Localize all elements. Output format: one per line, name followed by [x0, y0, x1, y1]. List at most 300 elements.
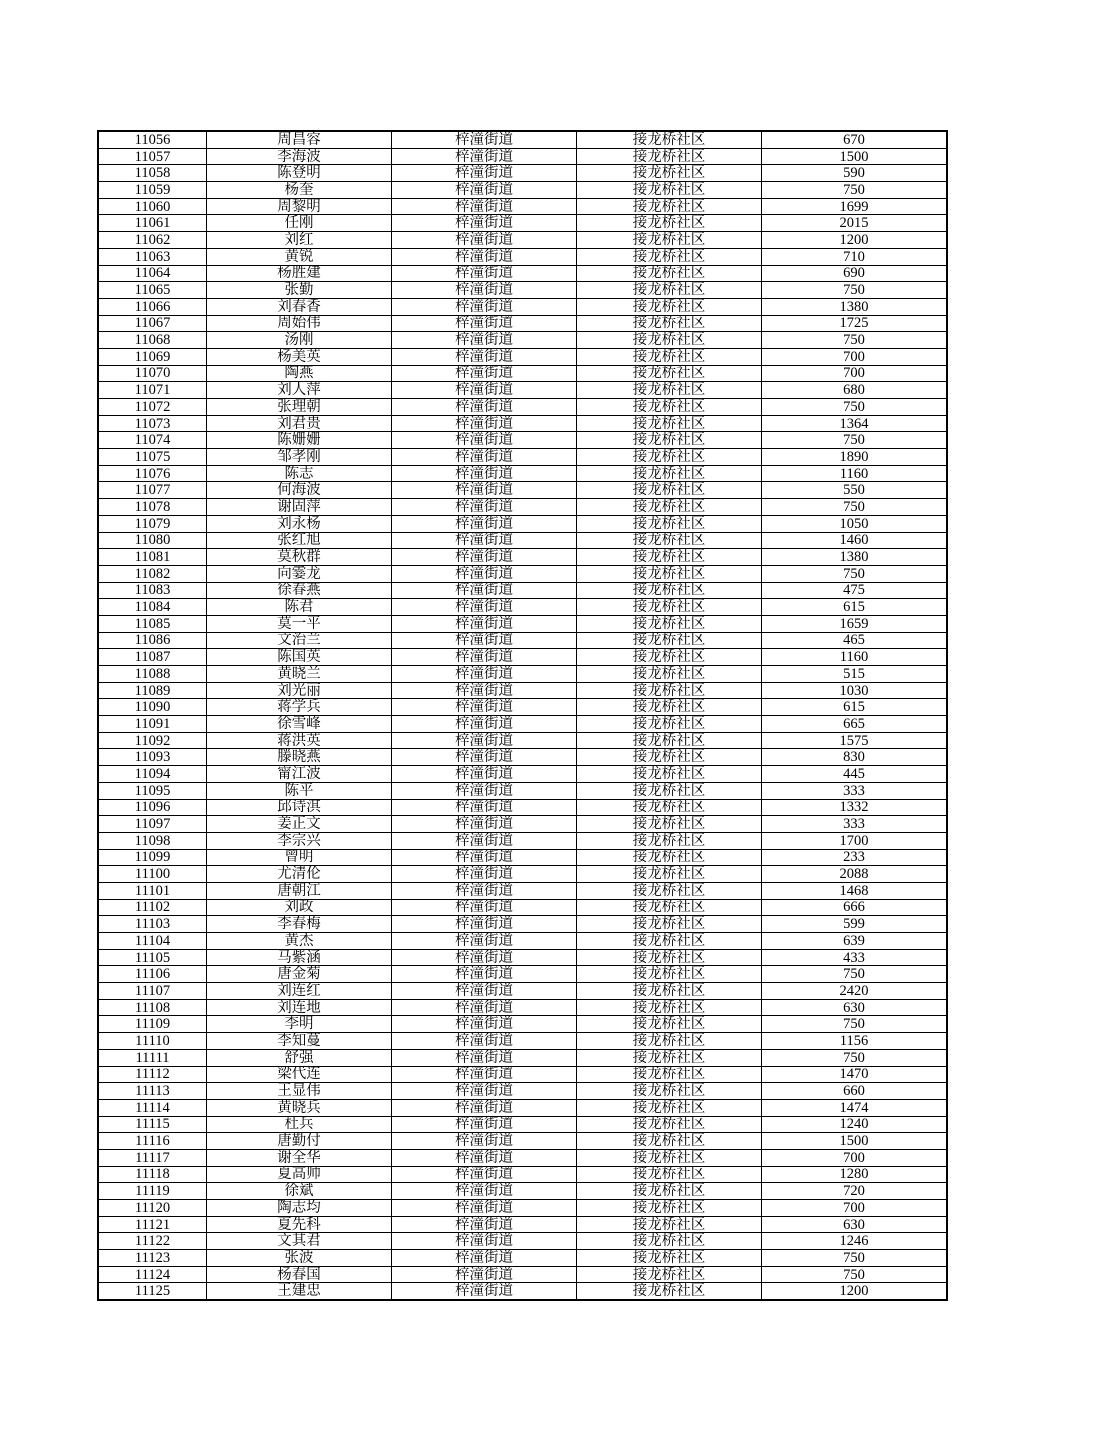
cell-community: 接龙桥社区 [577, 666, 762, 683]
cell-id: 11120 [98, 1200, 207, 1217]
cell-amount: 1156 [762, 1033, 948, 1050]
cell-street: 梓潼街道 [392, 882, 577, 899]
cell-community: 接龙桥社区 [577, 1149, 762, 1166]
cell-amount: 750 [762, 432, 948, 449]
table-row [98, 1049, 947, 1066]
table-row [98, 182, 947, 199]
cell-name: 张波 [207, 1250, 392, 1267]
cell-id: 11111 [98, 1049, 207, 1066]
cell-id: 11107 [98, 983, 207, 1000]
cell-community: 接龙桥社区 [577, 1250, 762, 1267]
cell-street: 梓潼街道 [392, 399, 577, 416]
cell-amount: 660 [762, 1083, 948, 1100]
cell-amount: 2015 [762, 215, 948, 232]
cell-name: 陈平 [207, 782, 392, 799]
cell-amount: 1500 [762, 148, 948, 165]
cell-amount: 615 [762, 599, 948, 616]
cell-street: 梓潼街道 [392, 198, 577, 215]
table-row [98, 999, 947, 1016]
cell-community: 接龙桥社区 [577, 1283, 762, 1300]
cell-name: 刘连红 [207, 983, 392, 1000]
table-row [98, 749, 947, 766]
cell-id: 11099 [98, 849, 207, 866]
cell-id: 11062 [98, 232, 207, 249]
table-row [98, 949, 947, 966]
table-row [98, 365, 947, 382]
cell-name: 王显伟 [207, 1083, 392, 1100]
cell-community: 接龙桥社区 [577, 782, 762, 799]
cell-amount: 550 [762, 482, 948, 499]
cell-amount: 1700 [762, 832, 948, 849]
cell-id: 11089 [98, 682, 207, 699]
cell-community: 接龙桥社区 [577, 632, 762, 649]
cell-street: 梓潼街道 [392, 332, 577, 349]
table-row [98, 1283, 947, 1300]
table-row [98, 1200, 947, 1217]
cell-community: 接龙桥社区 [577, 365, 762, 382]
cell-community: 接龙桥社区 [577, 866, 762, 883]
cell-amount: 700 [762, 1149, 948, 1166]
cell-street: 梓潼街道 [392, 148, 577, 165]
cell-community: 接龙桥社区 [577, 933, 762, 950]
cell-id: 11114 [98, 1099, 207, 1116]
cell-street: 梓潼街道 [392, 215, 577, 232]
table-row [98, 699, 947, 716]
cell-name: 陶志均 [207, 1200, 392, 1217]
cell-id: 11087 [98, 649, 207, 666]
cell-community: 接龙桥社区 [577, 1116, 762, 1133]
cell-amount: 830 [762, 749, 948, 766]
cell-id: 11119 [98, 1183, 207, 1200]
cell-amount: 1699 [762, 198, 948, 215]
cell-name: 刘人萍 [207, 382, 392, 399]
cell-community: 接龙桥社区 [577, 749, 762, 766]
cell-name: 刘政 [207, 899, 392, 916]
cell-community: 接龙桥社区 [577, 916, 762, 933]
cell-id: 11105 [98, 949, 207, 966]
cell-id: 11076 [98, 465, 207, 482]
table-row [98, 599, 947, 616]
table-row [98, 282, 947, 299]
cell-street: 梓潼街道 [392, 716, 577, 733]
cell-name: 李知蔓 [207, 1033, 392, 1050]
cell-name: 刘君贵 [207, 415, 392, 432]
cell-name: 徐春燕 [207, 582, 392, 599]
cell-amount: 700 [762, 1200, 948, 1217]
cell-community: 接龙桥社区 [577, 1216, 762, 1233]
cell-community: 接龙桥社区 [577, 282, 762, 299]
cell-name: 杜兵 [207, 1116, 392, 1133]
cell-street: 梓潼街道 [392, 1133, 577, 1150]
cell-community: 接龙桥社区 [577, 699, 762, 716]
cell-community: 接龙桥社区 [577, 966, 762, 983]
cell-community: 接龙桥社区 [577, 432, 762, 449]
cell-street: 梓潼街道 [392, 732, 577, 749]
cell-id: 11100 [98, 866, 207, 883]
cell-id: 11093 [98, 749, 207, 766]
table-row [98, 799, 947, 816]
cell-name: 唐金菊 [207, 966, 392, 983]
table-row [98, 315, 947, 332]
table-row [98, 1116, 947, 1133]
cell-community: 接龙桥社区 [577, 232, 762, 249]
cell-amount: 666 [762, 899, 948, 916]
cell-amount: 1030 [762, 682, 948, 699]
cell-name: 刘春香 [207, 298, 392, 315]
table-row [98, 482, 947, 499]
table-row [98, 1133, 947, 1150]
cell-name: 谢固萍 [207, 499, 392, 516]
cell-id: 11108 [98, 999, 207, 1016]
cell-street: 梓潼街道 [392, 599, 577, 616]
cell-street: 梓潼街道 [392, 1033, 577, 1050]
cell-amount: 333 [762, 782, 948, 799]
cell-community: 接龙桥社区 [577, 532, 762, 549]
cell-id: 11082 [98, 565, 207, 582]
cell-community: 接龙桥社区 [577, 732, 762, 749]
cell-id: 11096 [98, 799, 207, 816]
cell-community: 接龙桥社区 [577, 315, 762, 332]
cell-id: 11113 [98, 1083, 207, 1100]
cell-community: 接龙桥社区 [577, 716, 762, 733]
cell-amount: 433 [762, 949, 948, 966]
table-row [98, 983, 947, 1000]
cell-name: 陶燕 [207, 365, 392, 382]
cell-id: 11117 [98, 1149, 207, 1166]
cell-street: 梓潼街道 [392, 232, 577, 249]
cell-name: 杨胜建 [207, 265, 392, 282]
cell-name: 陈君 [207, 599, 392, 616]
cell-amount: 665 [762, 716, 948, 733]
table-row [98, 966, 947, 983]
table-row [98, 1066, 947, 1083]
table-row [98, 782, 947, 799]
cell-street: 梓潼街道 [392, 165, 577, 182]
cell-id: 11110 [98, 1033, 207, 1050]
table-body [98, 131, 947, 1300]
cell-name: 文治兰 [207, 632, 392, 649]
cell-community: 接龙桥社区 [577, 599, 762, 616]
cell-community: 接龙桥社区 [577, 882, 762, 899]
cell-amount: 1380 [762, 549, 948, 566]
cell-community: 接龙桥社区 [577, 1233, 762, 1250]
table-row [98, 816, 947, 833]
cell-community: 接龙桥社区 [577, 1066, 762, 1083]
cell-name: 莫秋群 [207, 549, 392, 566]
table-row [98, 298, 947, 315]
table-row [98, 415, 947, 432]
cell-street: 梓潼街道 [392, 449, 577, 466]
cell-name: 杨奎 [207, 182, 392, 199]
table-row [98, 682, 947, 699]
cell-id: 11086 [98, 632, 207, 649]
cell-amount: 750 [762, 1266, 948, 1283]
cell-amount: 333 [762, 816, 948, 833]
cell-community: 接龙桥社区 [577, 983, 762, 1000]
cell-amount: 1500 [762, 1133, 948, 1150]
table-row [98, 582, 947, 599]
cell-street: 梓潼街道 [392, 315, 577, 332]
cell-amount: 1468 [762, 882, 948, 899]
table-row [98, 832, 947, 849]
cell-street: 梓潼街道 [392, 632, 577, 649]
table-row [98, 382, 947, 399]
cell-community: 接龙桥社区 [577, 615, 762, 632]
cell-amount: 700 [762, 348, 948, 365]
cell-community: 接龙桥社区 [577, 649, 762, 666]
cell-name: 王建忠 [207, 1283, 392, 1300]
table-row [98, 432, 947, 449]
cell-community: 接龙桥社区 [577, 899, 762, 916]
cell-community: 接龙桥社区 [577, 449, 762, 466]
cell-street: 梓潼街道 [392, 699, 577, 716]
cell-community: 接龙桥社区 [577, 265, 762, 282]
cell-community: 接龙桥社区 [577, 816, 762, 833]
cell-street: 梓潼街道 [392, 749, 577, 766]
cell-street: 梓潼街道 [392, 1099, 577, 1116]
cell-name: 陈志 [207, 465, 392, 482]
cell-community: 接龙桥社区 [577, 415, 762, 432]
cell-amount: 1470 [762, 1066, 948, 1083]
cell-street: 梓潼街道 [392, 916, 577, 933]
cell-amount: 515 [762, 666, 948, 683]
cell-id: 11063 [98, 248, 207, 265]
cell-community: 接龙桥社区 [577, 1133, 762, 1150]
cell-id: 11112 [98, 1066, 207, 1083]
cell-community: 接龙桥社区 [577, 849, 762, 866]
cell-amount: 700 [762, 365, 948, 382]
cell-amount: 1725 [762, 315, 948, 332]
cell-street: 梓潼街道 [392, 816, 577, 833]
cell-id: 11103 [98, 916, 207, 933]
cell-street: 梓潼街道 [392, 1166, 577, 1183]
cell-id: 11104 [98, 933, 207, 950]
cell-street: 梓潼街道 [392, 499, 577, 516]
cell-community: 接龙桥社区 [577, 215, 762, 232]
table-row [98, 1033, 947, 1050]
cell-id: 11083 [98, 582, 207, 599]
cell-community: 接龙桥社区 [577, 515, 762, 532]
cell-community: 接龙桥社区 [577, 799, 762, 816]
cell-community: 接龙桥社区 [577, 131, 762, 148]
cell-name: 张勤 [207, 282, 392, 299]
cell-name: 李春梅 [207, 916, 392, 933]
cell-name: 汤刚 [207, 332, 392, 349]
cell-street: 梓潼街道 [392, 782, 577, 799]
cell-name: 杨春国 [207, 1266, 392, 1283]
cell-name: 黄晓兰 [207, 666, 392, 683]
cell-community: 接龙桥社区 [577, 565, 762, 582]
cell-amount: 233 [762, 849, 948, 866]
cell-name: 刘连地 [207, 999, 392, 1016]
cell-amount: 1050 [762, 515, 948, 532]
cell-id: 11078 [98, 499, 207, 516]
cell-name: 唐勤付 [207, 1133, 392, 1150]
cell-name: 刘红 [207, 232, 392, 249]
cell-id: 11091 [98, 716, 207, 733]
table-row [98, 348, 947, 365]
cell-community: 接龙桥社区 [577, 182, 762, 199]
cell-street: 梓潼街道 [392, 282, 577, 299]
cell-community: 接龙桥社区 [577, 949, 762, 966]
cell-community: 接龙桥社区 [577, 148, 762, 165]
cell-community: 接龙桥社区 [577, 248, 762, 265]
cell-id: 11095 [98, 782, 207, 799]
cell-id: 11064 [98, 265, 207, 282]
cell-id: 11074 [98, 432, 207, 449]
cell-street: 梓潼街道 [392, 265, 577, 282]
cell-id: 11109 [98, 1016, 207, 1033]
cell-name: 李宗兴 [207, 832, 392, 849]
cell-amount: 670 [762, 131, 948, 148]
cell-street: 梓潼街道 [392, 649, 577, 666]
cell-amount: 615 [762, 699, 948, 716]
cell-name: 周昌容 [207, 131, 392, 148]
cell-street: 梓潼街道 [392, 1116, 577, 1133]
cell-street: 梓潼街道 [392, 1149, 577, 1166]
table-row [98, 499, 947, 516]
cell-name: 黄杰 [207, 933, 392, 950]
cell-id: 11116 [98, 1133, 207, 1150]
cell-name: 蒋洪英 [207, 732, 392, 749]
table-row [98, 916, 947, 933]
cell-street: 梓潼街道 [392, 549, 577, 566]
cell-id: 11125 [98, 1283, 207, 1300]
cell-street: 梓潼街道 [392, 532, 577, 549]
table-row [98, 131, 947, 148]
cell-id: 11070 [98, 365, 207, 382]
cell-street: 梓潼街道 [392, 1200, 577, 1217]
cell-street: 梓潼街道 [392, 432, 577, 449]
cell-id: 11059 [98, 182, 207, 199]
cell-street: 梓潼街道 [392, 615, 577, 632]
cell-name: 邹孝刚 [207, 449, 392, 466]
cell-amount: 465 [762, 632, 948, 649]
table-row [98, 198, 947, 215]
cell-id: 11067 [98, 315, 207, 332]
cell-amount: 1240 [762, 1116, 948, 1133]
cell-community: 接龙桥社区 [577, 999, 762, 1016]
cell-street: 梓潼街道 [392, 415, 577, 432]
cell-id: 11079 [98, 515, 207, 532]
cell-amount: 750 [762, 282, 948, 299]
cell-community: 接龙桥社区 [577, 1266, 762, 1283]
cell-id: 11075 [98, 449, 207, 466]
cell-amount: 710 [762, 248, 948, 265]
cell-amount: 1200 [762, 232, 948, 249]
cell-amount: 750 [762, 332, 948, 349]
cell-name: 何海波 [207, 482, 392, 499]
cell-name: 周黎明 [207, 198, 392, 215]
table-row [98, 766, 947, 783]
cell-amount: 1380 [762, 298, 948, 315]
cell-street: 梓潼街道 [392, 131, 577, 148]
table-row [98, 666, 947, 683]
cell-street: 梓潼街道 [392, 766, 577, 783]
cell-id: 11058 [98, 165, 207, 182]
cell-name: 张理朝 [207, 399, 392, 416]
cell-amount: 475 [762, 582, 948, 599]
cell-name: 杨美英 [207, 348, 392, 365]
table-row [98, 565, 947, 582]
cell-id: 11071 [98, 382, 207, 399]
cell-community: 接龙桥社区 [577, 348, 762, 365]
cell-street: 梓潼街道 [392, 515, 577, 532]
cell-name: 夏先科 [207, 1216, 392, 1233]
cell-community: 接龙桥社区 [577, 832, 762, 849]
cell-name: 文其君 [207, 1233, 392, 1250]
cell-community: 接龙桥社区 [577, 499, 762, 516]
cell-id: 11072 [98, 399, 207, 416]
cell-community: 接龙桥社区 [577, 1016, 762, 1033]
cell-amount: 680 [762, 382, 948, 399]
cell-id: 11073 [98, 415, 207, 432]
cell-id: 11098 [98, 832, 207, 849]
cell-street: 梓潼街道 [392, 1083, 577, 1100]
cell-name: 夏高帅 [207, 1166, 392, 1183]
cell-street: 梓潼街道 [392, 1183, 577, 1200]
table-row [98, 399, 947, 416]
cell-name: 黄晓兵 [207, 1099, 392, 1116]
cell-amount: 1160 [762, 649, 948, 666]
table-row [98, 649, 947, 666]
cell-id: 11066 [98, 298, 207, 315]
cell-amount: 1200 [762, 1283, 948, 1300]
cell-community: 接龙桥社区 [577, 682, 762, 699]
cell-id: 11115 [98, 1116, 207, 1133]
table-row [98, 449, 947, 466]
cell-id: 11088 [98, 666, 207, 683]
cell-community: 接龙桥社区 [577, 1200, 762, 1217]
cell-street: 梓潼街道 [392, 866, 577, 883]
cell-street: 梓潼街道 [392, 666, 577, 683]
cell-name: 梁代连 [207, 1066, 392, 1083]
table-row [98, 532, 947, 549]
cell-street: 梓潼街道 [392, 1049, 577, 1066]
table-row [98, 215, 947, 232]
table-row [98, 549, 947, 566]
cell-amount: 1460 [762, 532, 948, 549]
cell-amount: 750 [762, 1016, 948, 1033]
table-row [98, 632, 947, 649]
cell-name: 姜正文 [207, 816, 392, 833]
cell-id: 11118 [98, 1166, 207, 1183]
cell-street: 梓潼街道 [392, 1233, 577, 1250]
cell-street: 梓潼街道 [392, 999, 577, 1016]
cell-name: 陈登明 [207, 165, 392, 182]
cell-name: 向霎龙 [207, 565, 392, 582]
table-row [98, 899, 947, 916]
cell-name: 滕晓燕 [207, 749, 392, 766]
cell-street: 梓潼街道 [392, 849, 577, 866]
cell-id: 11101 [98, 882, 207, 899]
cell-amount: 1890 [762, 449, 948, 466]
table-row [98, 1183, 947, 1200]
cell-street: 梓潼街道 [392, 799, 577, 816]
table-row [98, 148, 947, 165]
cell-name: 邱诗淇 [207, 799, 392, 816]
cell-id: 11085 [98, 615, 207, 632]
cell-amount: 750 [762, 1250, 948, 1267]
table-row [98, 232, 947, 249]
cell-street: 梓潼街道 [392, 365, 577, 382]
cell-amount: 750 [762, 499, 948, 516]
cell-amount: 2420 [762, 983, 948, 1000]
cell-community: 接龙桥社区 [577, 399, 762, 416]
cell-amount: 750 [762, 399, 948, 416]
cell-id: 11097 [98, 816, 207, 833]
cell-amount: 750 [762, 966, 948, 983]
